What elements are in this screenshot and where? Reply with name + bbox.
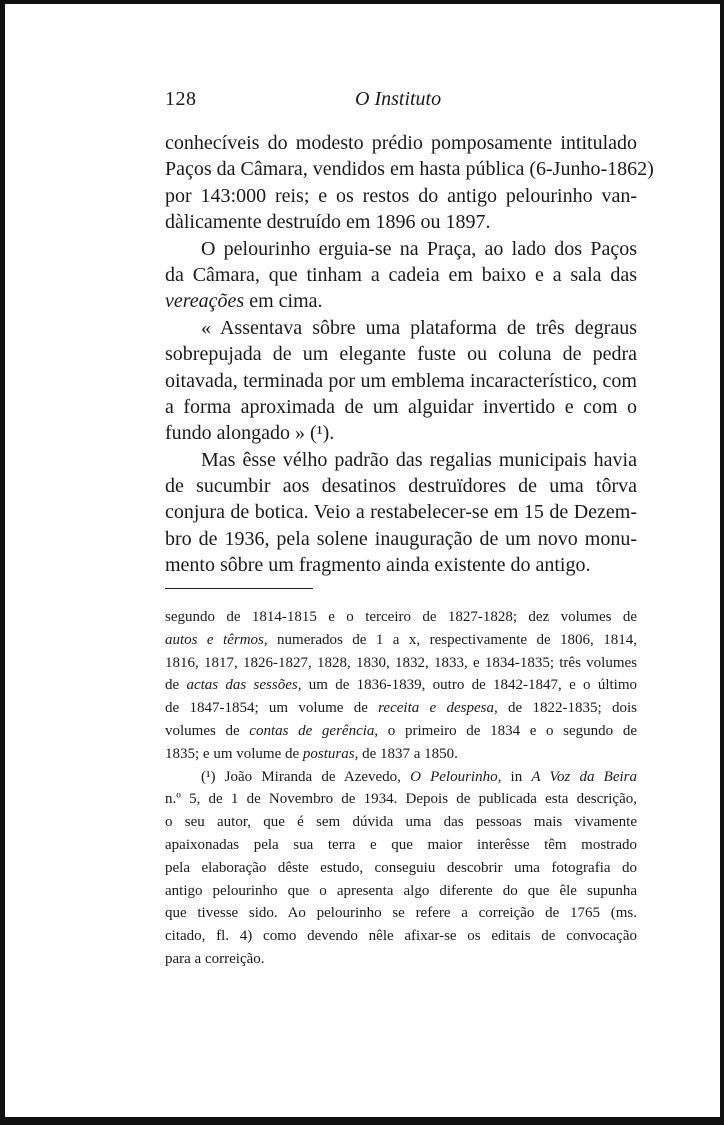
text-fragment: in [501,768,532,785]
text-fragment: em cima. [244,290,323,313]
footnote-line [165,788,637,811]
text-line: fundo alongado » (¹). [165,422,335,445]
footnote-line [165,902,637,925]
text-line: mento sôbre um fragmento ainda existente do antigo. [165,554,591,577]
italic-term: autos e têrmos, [165,631,268,648]
text-fragment: segundo de 1814-1815 e o terceiro de 1827-1828; dez volumes de [165,609,637,625]
text-line: « Assentava sôbre uma plataforma de três degraus [201,316,637,339]
scan-border-right [720,0,724,1125]
text-fragment: de 1822-1835; dois [497,700,637,717]
text-fragment: 1835; e um volume de [165,745,303,762]
text-line: O pelourinho erguia-se na Praça, ao lado dos Paços [201,237,637,260]
text-fragment: de 1847-1854; um volume de [165,700,379,717]
footnote-line [165,857,637,880]
italic-term: contas de gerência, [249,722,379,739]
running-title: O Instituto [355,88,442,110]
footnote-line [165,652,637,675]
page-number: 128 [165,88,197,110]
text-line: bro de 1936, pela solene inauguração de um novo monu- [165,527,637,550]
footnote-line [165,834,637,857]
text-fragment: numerados de 1 a x, respectivamente de 1806, 1814, [267,631,637,648]
text-fragment: 1816, 1817, 1826-1827, 1828, 1830, 1832, 1833, e 1834-1835; três volumes [165,654,637,671]
footnote-line [165,697,637,720]
text-line: sobrepujada de um elegante fuste ou coluna de pedra [165,343,637,366]
italic-term: A Voz da Beira [531,768,637,785]
main-text [165,130,654,579]
footnote-line [165,948,637,971]
text-line [165,288,637,314]
text-line: dàlicamente destruído em 1896 ou 1897. [165,211,491,234]
text-fragment: volumes de [165,722,250,739]
footnote-line [165,743,637,766]
text-line: conhecíveis do modesto prédio pomposamente intitulado [165,132,637,154]
italic-term: receita e despesa, [378,700,498,717]
scan-border-top [0,0,724,4]
text-line: de sucumbir aos desatinos destruïdores de uma tôrva [165,475,637,498]
text-fragment: antigo pelourinho que o apresenta algo diferente do que êle supunha [165,882,637,899]
text-fragment: de [165,677,187,694]
italic-term: vereações [165,290,245,313]
italic-term: posturas, [302,745,359,762]
italic-term: O Pelourinho, [410,768,502,785]
text-fragment: que tivesse sido. Ao pelourinho se refere a correição de 1765 (ms. [165,905,637,922]
footnotes [165,606,637,971]
text-fragment: pela elaboração dêste estudo, conseguiu descobrir uma fotografia do [165,859,637,876]
text-fragment: um de 1836-1839, outro de 1842-1847, e o último [301,677,637,694]
text-line: a forma aproximada de um alguidar invertido e com o [165,395,637,418]
footnote-line [165,880,637,903]
page-header [165,88,637,118]
footnote-line [165,766,637,789]
text-fragment: apaixonadas pela sua terra e que maior interêsse têm mostrado [165,836,637,853]
text-fragment: para a correição. [165,950,265,967]
italic-term: actas das sessões, [186,677,302,694]
footnote-line [165,720,637,743]
text-fragment: citado, fl. 4) como devendo nêle afixar-se os editais de convocação [165,928,637,945]
scan-border-left [0,0,5,1125]
text-fragment: de 1837 a 1850. [358,745,458,762]
text-fragment: n.º 5, de 1 de Novembro de 1934. Depois de publicada esta descrição, [165,791,637,808]
text-line: Mas êsse vélho padrão das regalias municipais havia [201,448,637,471]
text-line: Paços da Câmara, vendidos em hasta pública (6-Junho-1862) [165,158,654,181]
text-line: por 143:000 reis; e os restos do antigo pelourinho van- [165,184,637,207]
text-line: oitavada, terminada por um emblema incaracterístico, com [165,369,637,392]
scan-border-bottom [0,1117,724,1125]
footnote-line [165,811,637,834]
text-fragment: o seu autor, que é sem dúvida uma das pessoas mais vivamente [165,814,637,831]
footnote-line [165,674,637,697]
text-line: conjura de botica. Veio a restabelecer-se em 15 de Dezem- [165,501,637,524]
text-fragment: o primeiro de 1834 e o segundo de [378,722,637,739]
footnote-separator [165,588,313,589]
footnote-line [165,925,637,948]
footnote-line [165,629,637,652]
text-fragment: (¹) João Miranda de Azevedo, [201,768,411,785]
footnote-line [165,606,637,629]
text-line: da Câmara, que tinham a cadeia em baixo e a sala das [165,263,637,286]
